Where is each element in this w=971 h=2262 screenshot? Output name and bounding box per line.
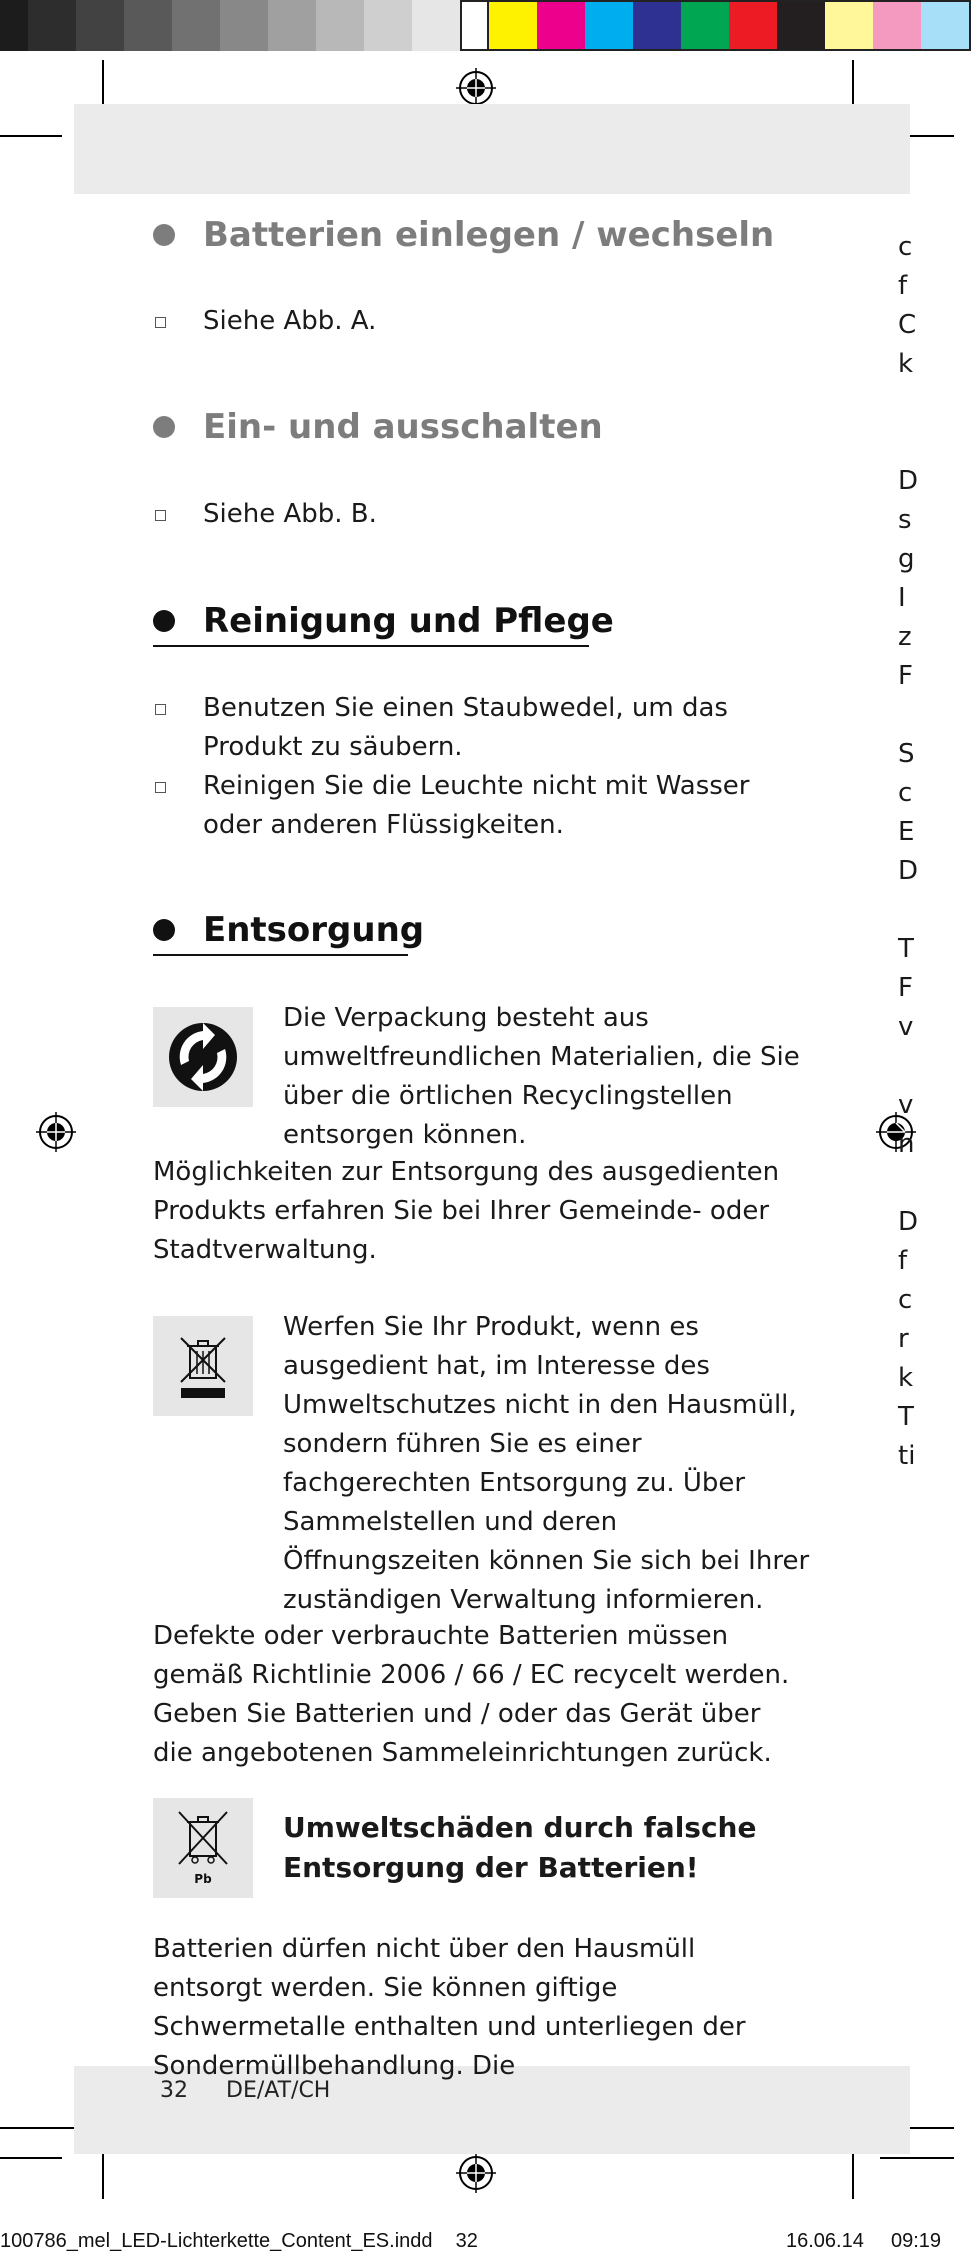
- fragment-line: k: [898, 349, 914, 379]
- checkbox-bullet-icon: [155, 317, 166, 328]
- heading-battery: [153, 215, 774, 255]
- battery-hazard-paragraph: Batterien dürfen nicht über den Hausmüll entsorgt werden. Sie können giftige Schwermetalle enthalten und unterliegen der Sondermüllbehandlung. Die: [153, 1934, 746, 2081]
- color-swatch: [220, 0, 268, 51]
- color-swatch: [729, 2, 777, 49]
- recycling-icon-box: [153, 1007, 253, 1107]
- heading-underline: [153, 954, 408, 956]
- heading-underline: [153, 645, 589, 647]
- fragment-line: F: [898, 973, 913, 1003]
- fragment-line: c: [898, 778, 913, 808]
- fragment-line: g: [898, 544, 915, 574]
- slug-time: 09:19: [890, 2230, 942, 2252]
- battery-directive-paragraph: Defekte oder verbrauchte Batterien müssen gemäß Richtlinie 2006 / 66 / EC recycelt werden. Geben Sie Batterien und / oder das Gerät über die angebotenen Sammeleinrichtungen zurück.: [153, 1621, 790, 1768]
- fragment-line: S: [898, 739, 915, 769]
- heading-bullet-icon: [153, 610, 175, 632]
- crop-mark: [0, 2127, 82, 2129]
- checkbox-bullet-icon: [155, 782, 166, 793]
- color-swatch: [777, 2, 825, 49]
- color-swatch: [633, 2, 681, 49]
- heading-bullet-icon: [153, 919, 175, 941]
- list-item: Siehe Abb. B.: [153, 495, 803, 534]
- fragment-line: T: [898, 1402, 914, 1432]
- fragment-line: c: [898, 1285, 913, 1315]
- checkbox-bullet-icon: [155, 510, 166, 521]
- registration-mark-icon: [36, 1112, 76, 1152]
- battery-bin-icon: [171, 1808, 235, 1888]
- color-swatch: [537, 2, 585, 49]
- fragment-line: D: [898, 466, 919, 496]
- battery-icon-label: Pb: [194, 1872, 212, 1886]
- disposal-paragraph: Möglichkeiten zur Entsorgung des ausgedienten Produkts erfahren Sie bei Ihrer Gemeinde- oder Stadtverwaltung.: [153, 1157, 780, 1265]
- color-swatch: [268, 0, 316, 51]
- registration-mark-icon: [456, 68, 496, 108]
- battery-icon-box: [153, 1798, 253, 1898]
- color-swatch: [825, 2, 873, 49]
- slug-date: 16.06.14: [786, 2230, 864, 2252]
- color-swatch: [364, 0, 412, 51]
- color-swatch: [76, 0, 124, 51]
- fragment-line: D: [898, 856, 919, 886]
- heading-cleaning-text: Reinigung und Pflege: [203, 601, 614, 641]
- heading-disposal: [153, 910, 424, 950]
- color-swatch: [0, 0, 28, 51]
- heading-onoff: [153, 407, 603, 447]
- color-swatch: [412, 0, 460, 51]
- list-item: Siehe Abb. A.: [153, 302, 803, 341]
- weee-text: Werfen Sie Ihr Produkt, wenn es ausgedient hat, im Interesse des Umweltschutzes nicht in den Hausmüll, sondern führen Sie es einer fachgerechten Entsorgung zu. Über Sammelstellen und deren Öffnungszeiten können Sie sich bei Ihrer zuständigen Verwaltung informieren.: [283, 1312, 810, 1615]
- fragment-line: k: [898, 1363, 914, 1393]
- page-footer: [160, 2078, 330, 2103]
- fragment-line: r: [898, 1324, 909, 1354]
- color-swatch: [28, 0, 76, 51]
- crop-mark: [102, 2147, 104, 2199]
- fragment-line: E: [898, 817, 915, 847]
- color-swatch: [873, 2, 921, 49]
- gray-color-bar: [0, 0, 508, 51]
- heading-onoff-text: Ein- und ausschalten: [203, 407, 603, 447]
- heading-bullet-icon: [153, 416, 175, 438]
- fragment-line: n: [898, 1129, 915, 1159]
- crossed-bin-icon: [173, 1332, 233, 1400]
- heading-cleaning: [153, 601, 614, 641]
- checkbox-bullet-icon: [155, 704, 166, 715]
- fragment-line: C: [898, 310, 917, 340]
- heading-bullet-icon: [153, 224, 175, 246]
- green-dot-recycling-icon: [167, 1021, 239, 1093]
- page-number: 32: [160, 2078, 188, 2103]
- fragment-line: f: [898, 271, 908, 301]
- slug-filename: 100786_mel_LED-Lichterkette_Content_ES.indd: [0, 2230, 433, 2252]
- list-item: Reinigen Sie die Leuchte nicht mit Wasser oder anderen Flüssigkeiten.: [153, 767, 803, 845]
- slug-file-info: [0, 2230, 478, 2253]
- heading-battery-text: Batterien einlegen / wechseln: [203, 215, 775, 255]
- registration-mark-icon: [456, 2153, 496, 2193]
- color-swatch: [172, 0, 220, 51]
- page-locale: DE/AT/CH: [226, 2078, 331, 2103]
- color-swatch: [316, 0, 364, 51]
- fragment-line: T: [898, 934, 914, 964]
- crop-mark: [852, 2147, 854, 2199]
- fragment-line: v: [898, 1090, 914, 1120]
- color-swatch: [489, 2, 537, 49]
- crop-mark: [880, 2157, 954, 2159]
- adjacent-page-fragment: [898, 228, 919, 1476]
- list-item: Benutzen Sie einen Staubwedel, um das Produkt zu säubern.: [153, 689, 803, 767]
- cmyk-color-bar: [487, 0, 971, 51]
- crop-mark: [0, 135, 62, 137]
- header-band: [74, 104, 910, 194]
- fragment-line: z: [898, 622, 912, 652]
- fragment-line: I: [898, 583, 906, 613]
- color-swatch: [921, 2, 969, 49]
- fragment-line: f: [898, 1246, 908, 1276]
- fragment-line: c: [898, 232, 913, 262]
- warning-text: Umweltschäden durch falsche Entsorgung der Batterien!: [283, 1811, 757, 1884]
- crop-mark: [0, 2157, 62, 2159]
- heading-disposal-text: Entsorgung: [203, 910, 425, 950]
- fragment-line: D: [898, 1207, 919, 1237]
- weee-icon-box: [153, 1316, 253, 1416]
- fragment-line: F: [898, 661, 913, 691]
- color-swatch: [124, 0, 172, 51]
- fragment-line: ti: [898, 1441, 916, 1471]
- recycling-text: Die Verpackung besteht aus umweltfreundlichen Materialien, die Sie über die örtlichen Recyclingstellen entsorgen können.: [283, 1003, 800, 1150]
- color-swatch: [585, 2, 633, 49]
- fragment-line: v: [898, 1012, 914, 1042]
- slug-timestamp: [786, 2230, 941, 2253]
- fragment-line: s: [898, 505, 912, 535]
- slug-page: 32: [455, 2230, 478, 2252]
- color-swatch: [681, 2, 729, 49]
